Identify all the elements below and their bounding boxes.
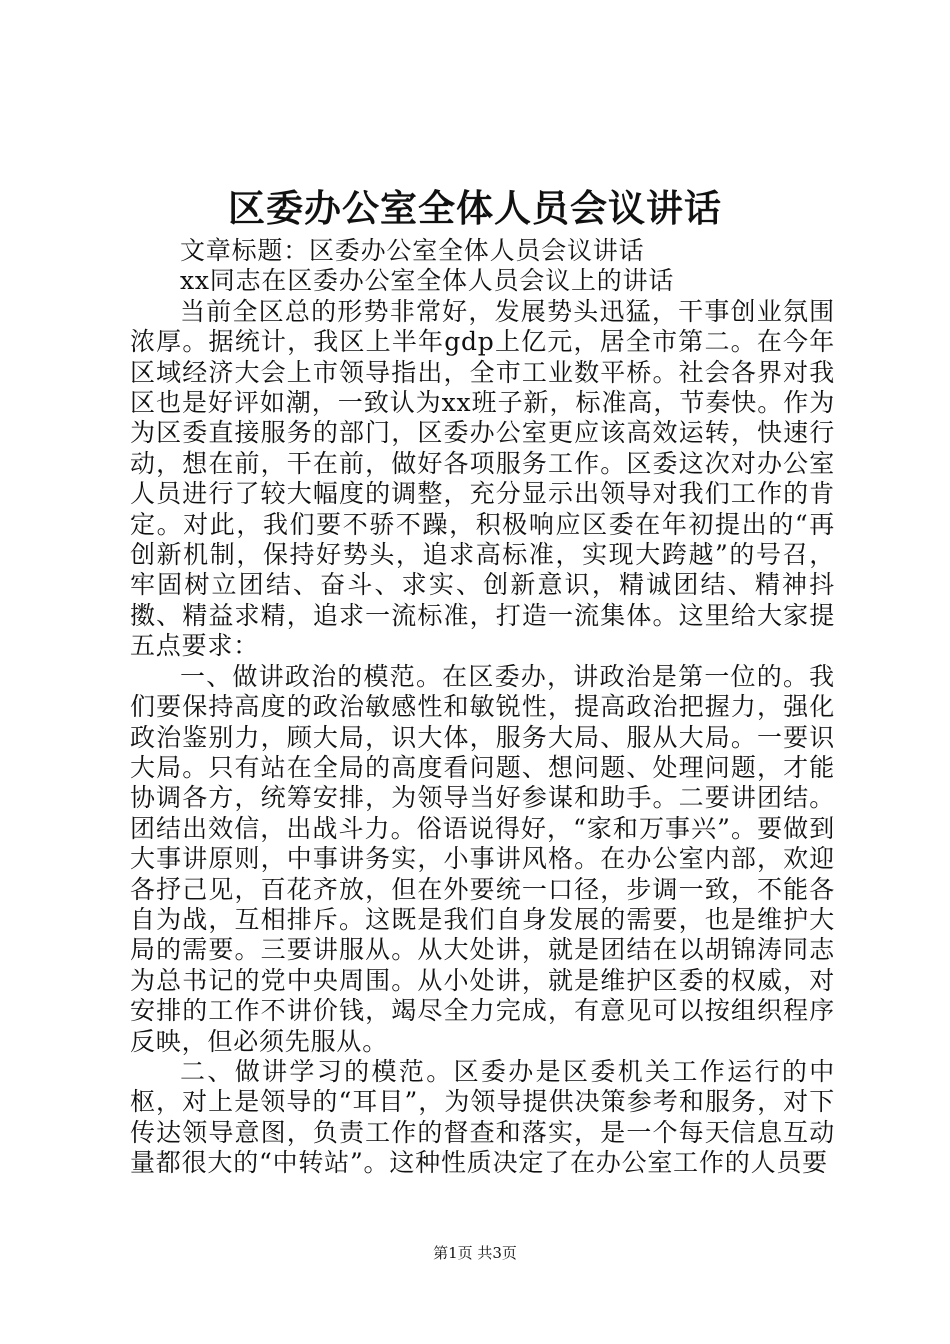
speech-heading-line: xx同志在区委办公室全体人员会议上的讲话: [180, 266, 675, 296]
page-title: 区委办公室全体人员会议讲话: [228, 186, 722, 230]
paragraph-intro: 当前全区总的形势非常好，发展势头迅猛，干事创业氛围浓厚。据统计，我区上半年gdp上亿元，居全市第二。在今年区域经济大会上市领导指出，全市工业数平桥。社会各界对我区也是好评如潮，一致认为xx班子新，标准高，节奏快。作为为区委直接服务的部门，区委办公室更应该高效运转，快速行动，想在前，干在前，做好各项服务工作。区委这次对办公室人员进行了较大幅度的调整，充分显示出领导对我们工作的肯定。对此，我们要不骄不躁，积极响应区委在年初提出的“再创新机制，保持好势头，追求高标准，实现大跨越”的号召，牢固树立团结、奋斗、求实、创新意识，精诚团结、精神抖擞、精益求精，追求一流标准，打造一流集体。这里给大家提五点要求：: [130, 296, 835, 661]
page-number-footer: 第1页 共3页: [433, 1244, 517, 1262]
paragraph-point-one: 一、做讲政治的模范。在区委办，讲政治是第一位的。我们要保持高度的政治敏感性和敏锐性，提高政治把握力，强化政治鉴别力，顾大局，识大体，服务大局、服从大局。一要识大局。只有站在全局的高度看问题、想问题、处理问题，才能协调各方，统筹安排，为领导当好参谋和助手。二要讲团结。团结出效信，出战斗力。俗语说得好，“家和万事兴”。要做到大事讲原则，中事讲务实，小事讲风格。在办公室内部，欢迎各抒己见，百花齐放，但在外要统一口径，步调一致，不能各自为战，互相排斥。这既是我们自身发展的需要，也是维护大局的需要。三要讲服从。从大处讲，就是团结在以胡锦涛同志为总书记的党中央周围。从小处讲，就是维护区委的权威，对安排的工作不讲价钱，竭尽全力完成，有意见可以按组织程序反映，但必须先服从。: [130, 661, 835, 1056]
article-body: [130, 236, 835, 1179]
article-subtitle-line: 文章标题：区委办公室全体人员会议讲话: [180, 236, 645, 265]
paragraph-point-two: 二、做讲学习的模范。区委办是区委机关工作运行的中枢，对上是领导的“耳目”，为领导提供决策参考和服务，对下传达领导意图，负责工作的督查和落实，是一个每天信息互动量都很大的“中转站”。这种性质决定了在办公室工作的人员要: [130, 1056, 835, 1178]
